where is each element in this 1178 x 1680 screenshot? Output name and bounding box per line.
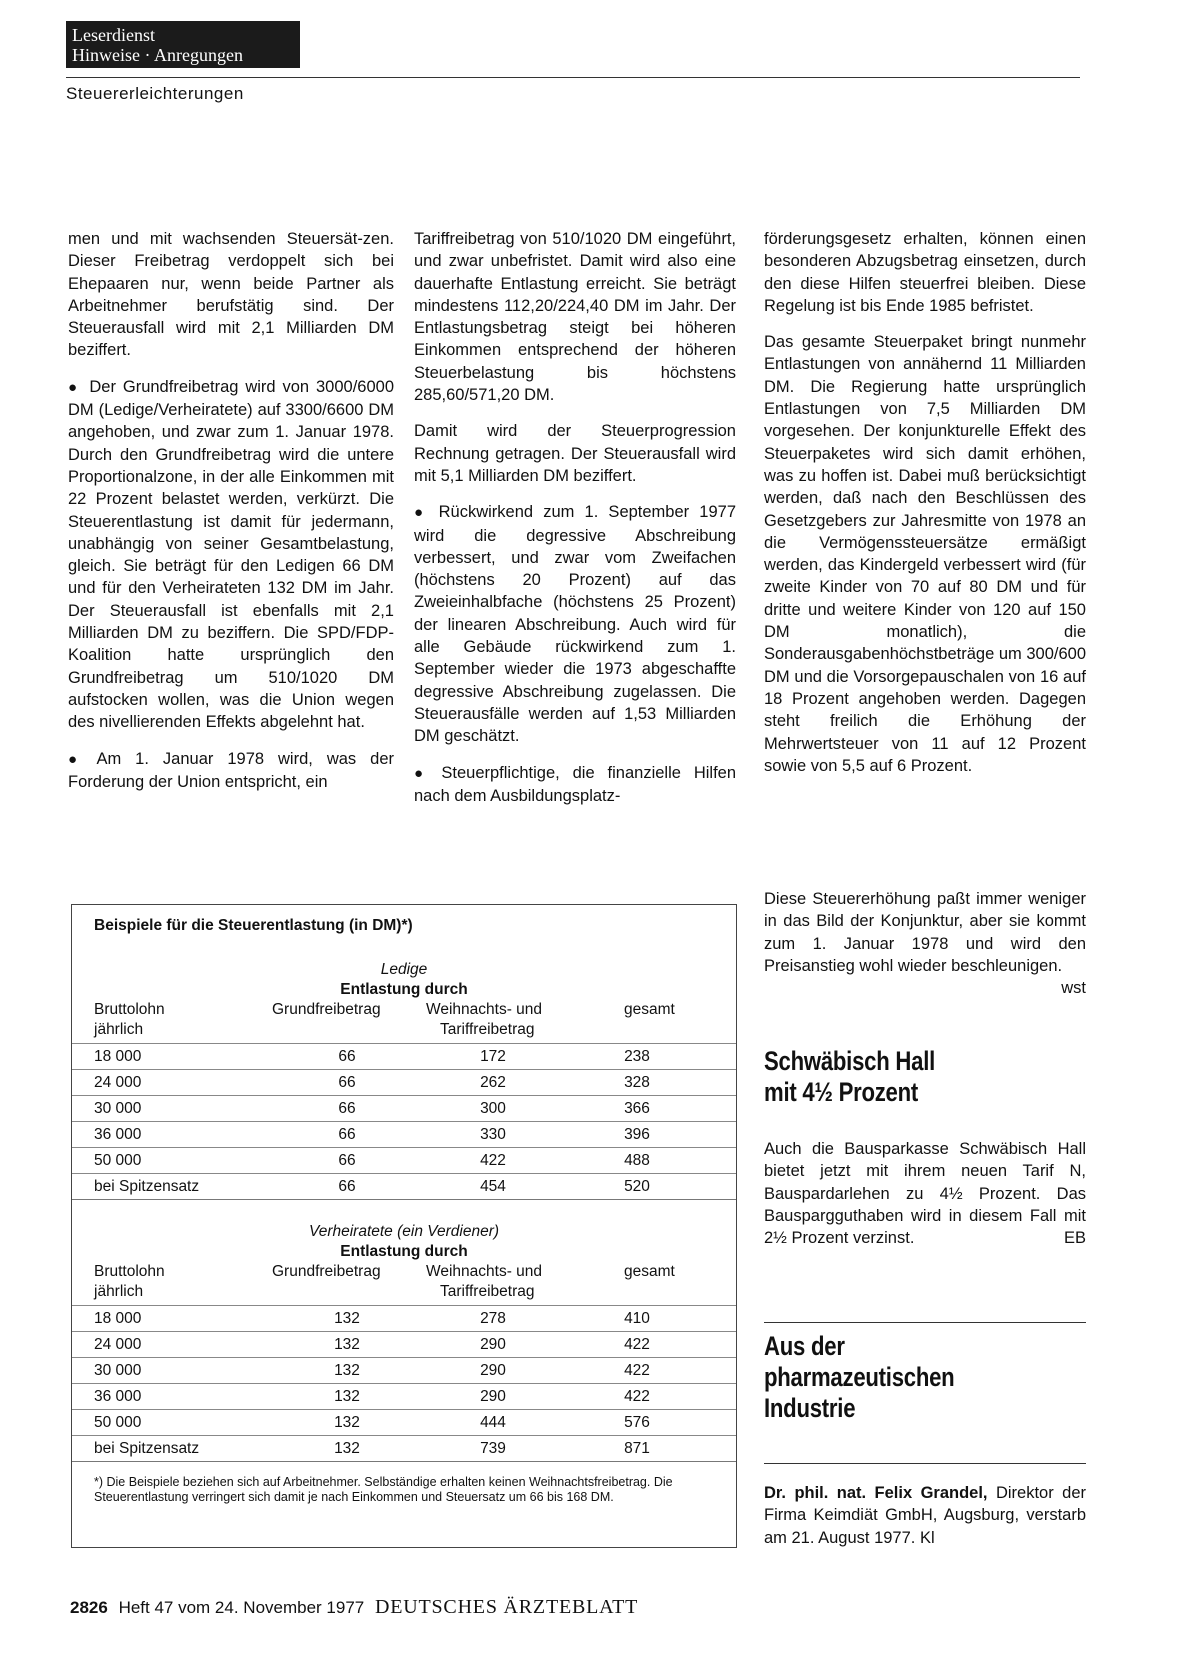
paragraph: Damit wird der Steuerprogression Rechnung getragen. Der Steuerausfall wird mit 5,1 Milliarden DM beziffert. [414, 422, 736, 485]
badge-line-1: Leserdienst [72, 25, 155, 45]
table-cell: 520 [624, 1178, 650, 1195]
section-title: Steuererleichterungen [66, 84, 244, 103]
table-row [72, 1043, 736, 1070]
badge-line-2: Hinweise · Anregungen [72, 45, 243, 65]
table-cell: 30 000 [94, 1100, 142, 1117]
paragraph: Diese Steuererhöhung paßt immer weniger in das Bild der Konjunktur, aber sie kommt zum 1. Januar 1978 und wird den Preisanstieg wohl wieder beschleunigen. [764, 890, 1086, 975]
table-row [72, 1173, 736, 1200]
article-pharma-text [764, 1482, 1086, 1549]
heading-line: pharmazeutischen [764, 1362, 955, 1392]
table-cell: 36 000 [94, 1388, 142, 1405]
paragraph: Das gesamte Steuerpaket bringt nunmehr Entlastungen von annähernd 11 Milliarden DM. Die Regierung hatte ursprünglich Entlastungen von 7,5 Milliarden DM vorgesehen. Der konjunkturelle Effekt des Steuerpaketes wird sich damit erhöhen, was zu hoffen ist. Dabei muß berücksichtigt werden, daß nach den Beschlüssen des Gesetzgebers zur Jahresmitte von 1978 an die Vermögenssteuersätze ermäßigt werden, das Kindergeld verbessert wird (für zweite Kinder von 70 auf 80 DM und für dritte und weitere Kinder von 120 auf 150 DM monatlich), die Sonderausgabenhöchstbeträge um 300/600 DM und die Vorsorgepauschalen von 16 auf 18 Prozent angehoben werden. Dagegen steht freilich die Erhöhung der Mehrwertsteuer von 11 auf 12 Prozent sowie von 5,5 auf 6 Prozent. [764, 333, 1086, 775]
table-cell: 410 [624, 1310, 650, 1327]
heading-line: Aus der [764, 1331, 845, 1361]
table-footnote: *) Die Beispiele beziehen sich auf Arbeitnehmer. Selbständige erhalten keinen Weihnachtsfreibetrag. Die Steuerentlastung verringert sich damit je nach Einkommen und Steuersatz um 66 bis 168 DM. [94, 1475, 673, 1504]
table-cell: 330 [480, 1126, 506, 1143]
entlastung-label: Entlastung durch [340, 1243, 468, 1260]
table-title: Beispiele für die Steuerentlastung (in DM)*) [94, 917, 413, 934]
column-1 [68, 228, 394, 807]
table-cell: 24 000 [94, 1074, 142, 1091]
col-header-weih: Weihnachts- und [426, 1263, 543, 1280]
table-row [72, 1409, 736, 1436]
col-header-grund: Grundfreibetrag [272, 1263, 381, 1280]
paragraph: Auch die Bausparkasse Schwäbisch Hall bietet jetzt mit ihrem neuen Tarif N, Bauspardarlehen zu 4½ Prozent. Das Bauspargguthaben wird in diesem Fall mit 2½ Prozent verzinst. [764, 1140, 1086, 1248]
article-schwaebisch-text [764, 1138, 1086, 1249]
table-cell: 18 000 [94, 1048, 142, 1065]
table-cell: 50 000 [94, 1152, 142, 1169]
table-cell: 30 000 [94, 1362, 142, 1379]
table-row [72, 1305, 736, 1332]
table-cell: 366 [624, 1100, 650, 1117]
table-cell: 50 000 [94, 1414, 142, 1431]
heading-line: mit 4½ Prozent [764, 1077, 919, 1107]
table-cell: 300 [480, 1100, 506, 1117]
article-heading-pharma [764, 1331, 954, 1424]
heading-line: Industrie [764, 1393, 856, 1423]
article-divider [764, 1463, 1086, 1464]
table-cell: 36 000 [94, 1126, 142, 1143]
author-name: Dr. phil. nat. Felix Grandel, [764, 1484, 988, 1502]
col-header-grund: Grundfreibetrag [272, 1001, 381, 1018]
author-sign: EB [1063, 1229, 1086, 1248]
table-cell: 66 [338, 1178, 356, 1195]
table-cell: 238 [624, 1048, 650, 1065]
table-cell: 871 [624, 1440, 650, 1457]
table-cell: 739 [480, 1440, 506, 1457]
table-cell: 24 000 [94, 1336, 142, 1353]
table-cell: bei Spitzensatz [94, 1440, 200, 1457]
table-cell: 172 [480, 1048, 506, 1065]
table-cell: 262 [480, 1074, 506, 1091]
article-heading-schwaebisch [764, 1046, 935, 1108]
table-row [72, 1069, 736, 1096]
table-cell: 278 [480, 1310, 506, 1327]
table-cell: 66 [338, 1074, 356, 1091]
table-cell: 290 [480, 1362, 506, 1379]
paragraph: Tariffreibetrag von 510/1020 DM eingeführt, und zwar unbefristet. Damit wird also eine dauerhafte Entlastung erreicht. Sie beträgt mindestens 112,20/224,40 DM im Jahr. Der Entlastungsbetrag steigt bei höheren Einkommen entsprechend der höheren Steuerbelastung bis höchstens 285,60/571,20 DM. [414, 230, 736, 405]
table-cell: 444 [480, 1414, 506, 1431]
entlastung-label: Entlastung durch [340, 981, 468, 998]
col-header-jaehrlich: jährlich [94, 1283, 144, 1300]
table-cell: 18 000 [94, 1310, 142, 1327]
table-cell: 422 [624, 1362, 650, 1379]
bullet-paragraph: ● Am 1. Januar 1978 wird, was der Forderung der Union entspricht, ein [68, 748, 394, 794]
col-header-weih: Weihnachts- und [426, 1001, 543, 1018]
table-cell: bei Spitzensatz [94, 1178, 200, 1195]
table-cell: 454 [480, 1178, 506, 1195]
group-label: Ledige [380, 961, 428, 978]
table-cell: 132 [334, 1310, 360, 1327]
table-cell: 132 [334, 1336, 360, 1353]
table-cell: 66 [338, 1152, 356, 1169]
author-sign: wst [1061, 979, 1086, 998]
col-header-gesamt: gesamt [624, 1263, 675, 1280]
page-footer [70, 1596, 638, 1619]
issue-info: Heft 47 vom 24. November 1977 [118, 1598, 365, 1617]
col-header-tarif: Tariffreibetrag [440, 1283, 535, 1300]
table-cell: 66 [338, 1048, 356, 1065]
table-row [72, 1383, 736, 1410]
table-cell: 396 [624, 1126, 650, 1143]
page-number: 2826 [70, 1598, 108, 1617]
table-cell: 488 [624, 1152, 650, 1169]
section-badge [66, 21, 300, 68]
table-cell: 132 [334, 1414, 360, 1431]
table-row [72, 1331, 736, 1358]
col-header-bruttolohn: Bruttolohn [94, 1001, 165, 1018]
table-cell: 328 [624, 1074, 650, 1091]
paragraph: men und mit wachsenden Steuersät-zen. Dieser Freibetrag verdoppelt sich bei Ehepaaren nur, wenn beide Partner als Arbeitnehmer berufstätig sind. Der Steuerausfall wird mit 2,1 Milliarden DM beziffert. [68, 230, 394, 360]
column-2 [414, 228, 736, 821]
group-label: Verheiratete (ein Verdiener) [308, 1223, 500, 1240]
table-row [72, 1435, 736, 1462]
bullet-paragraph: ● Rückwirkend zum 1. September 1977 wird die degressive Abschreibung verbessert, und zwar vom Zweifachen (höchstens 20 Prozent) auf das Zweieinhalbfache (höchstens 25 Prozent) der linearen Abschreibung. Auch wird für alle Gebäude rückwirkend zum 1. September wieder die 1973 abgeschaffte degressive Abschreibung zugelassen. Die Steuerausfälle werden auf 1,53 Milliarden DM geschätzt. [414, 501, 736, 747]
col-header-tarif: Tariffreibetrag [440, 1021, 535, 1038]
table-cell: 132 [334, 1388, 360, 1405]
table-row [72, 1357, 736, 1384]
col-header-jaehrlich: jährlich [94, 1021, 144, 1038]
table-cell: 66 [338, 1126, 356, 1143]
table-cell: 290 [480, 1388, 506, 1405]
masthead: DEUTSCHES ÄRZTEBLATT [374, 1596, 639, 1618]
bullet-paragraph: ● Der Grundfreibetrag wird von 3000/6000 DM (Ledige/Verheiratete) auf 3300/6600 DM angehoben, und zwar zum 1. Januar 1978. Durch den Grundfreibetrag wird die untere Proportionalzone, in der alle Einkommen mit 22 Prozent belastet werden, verkürzt. Die Steuerentlastung ist damit für jedermann, unabhängig von seiner Gesamtbelastung, gleich. Sie beträgt für den Ledigen 66 DM und für den Verheirateten 132 DM im Jahr. Der Steuerausfall ist ebenfalls mit 2,1 Milliarden DM zu beziffern. Die SPD/FDP-Koalition hatte ursprünglich den Grundfreibetrag um 510/1020 DM aufstocken wollen, was die Union wegen des nivellierenden Effekts abgelehnt hat. [68, 376, 394, 734]
column-3-closing [764, 888, 1086, 999]
col-header-gesamt: gesamt [624, 1001, 675, 1018]
table-cell: 422 [480, 1152, 506, 1169]
table-row [72, 1095, 736, 1122]
table-cell: 422 [624, 1388, 650, 1405]
table-cell: 576 [624, 1414, 650, 1431]
header-rule [66, 77, 1080, 78]
table-row [72, 1121, 736, 1148]
column-3 [764, 228, 1086, 791]
table-cell: 422 [624, 1336, 650, 1353]
paragraph: förderungsgesetz erhalten, können einen besonderen Abzugsbetrag einsetzen, durch den diese Hilfen steuerfrei bleiben. Diese Regelung ist bis Ende 1985 befristet. [764, 230, 1086, 315]
bullet-paragraph: ● Steuerpflichtige, die finanzielle Hilfen nach dem Ausbildungsplatz- [414, 762, 736, 808]
article-divider [764, 1322, 1086, 1323]
table-cell: 290 [480, 1336, 506, 1353]
table-cell: 132 [334, 1440, 360, 1457]
tax-relief-table [71, 904, 737, 1548]
table-cell: 132 [334, 1362, 360, 1379]
table-cell: 66 [338, 1100, 356, 1117]
col-header-bruttolohn: Bruttolohn [94, 1263, 165, 1280]
table-rule [72, 1199, 736, 1200]
heading-line: Schwäbisch Hall [764, 1046, 936, 1076]
table-row [72, 1147, 736, 1174]
paragraph: Direktor der Firma Keimdiät GmbH, Augsburg, verstarb am 21. August 1977. Kl [764, 1484, 1086, 1547]
table-rule [72, 1461, 736, 1462]
